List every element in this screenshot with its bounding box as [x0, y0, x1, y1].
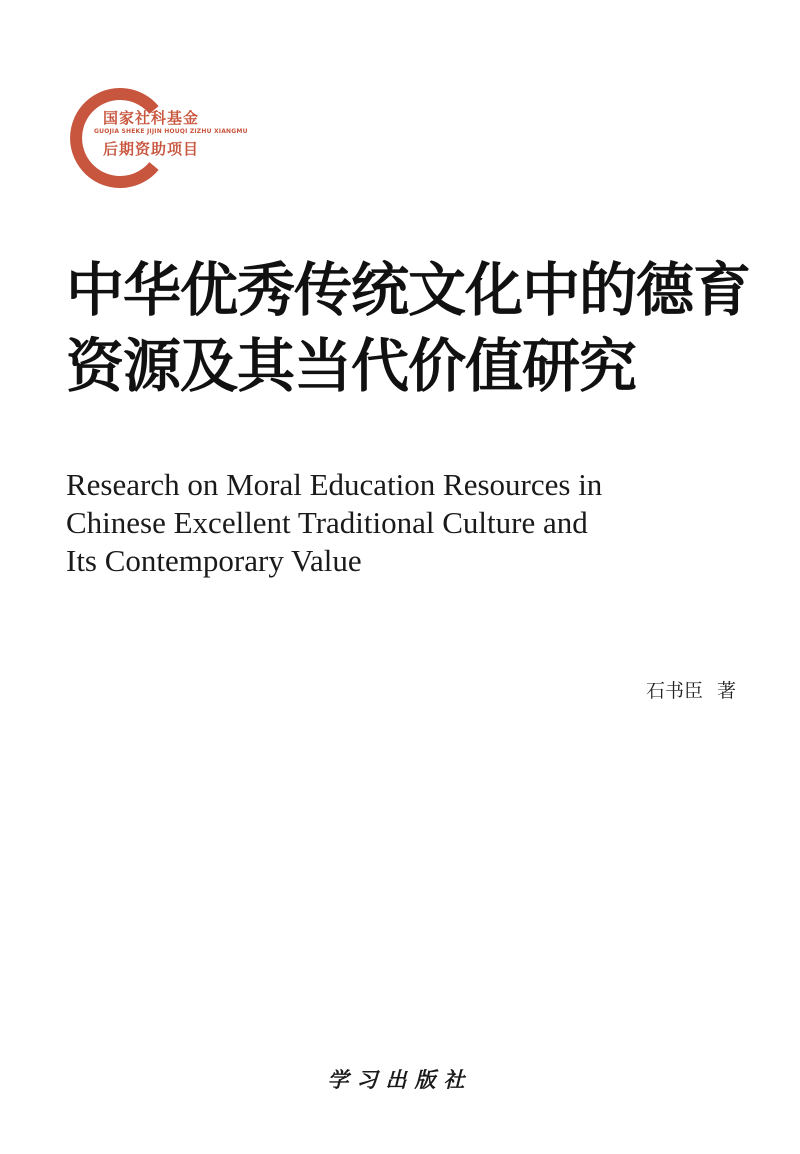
english-title-line-2: Chinese Excellent Traditional Culture and	[66, 505, 588, 540]
chinese-title	[66, 252, 766, 404]
logo-text-fund: 国家社科基金	[103, 109, 200, 127]
english-title-line-1: Research on Moral Education Resources in	[66, 467, 603, 502]
fund-logo	[66, 88, 248, 188]
publisher-name: 学习出版社	[327, 1067, 473, 1092]
english-title-line-3: Its Contemporary Value	[66, 543, 362, 578]
author-credit	[646, 676, 736, 703]
english-title	[66, 466, 746, 580]
author-role: 著	[716, 680, 736, 702]
author-name: 石书臣	[645, 680, 703, 702]
logo-text-project: 后期资助项目	[103, 140, 200, 158]
chinese-title-line-1: 中华优秀传统文化中的德育	[66, 256, 751, 324]
logo-text-pinyin: GUOJIA SHEKE JIJIN HOUQI ZIZHU XIANGMU	[94, 128, 248, 135]
chinese-title-line-2: 资源及其当代价值研究	[66, 332, 637, 400]
